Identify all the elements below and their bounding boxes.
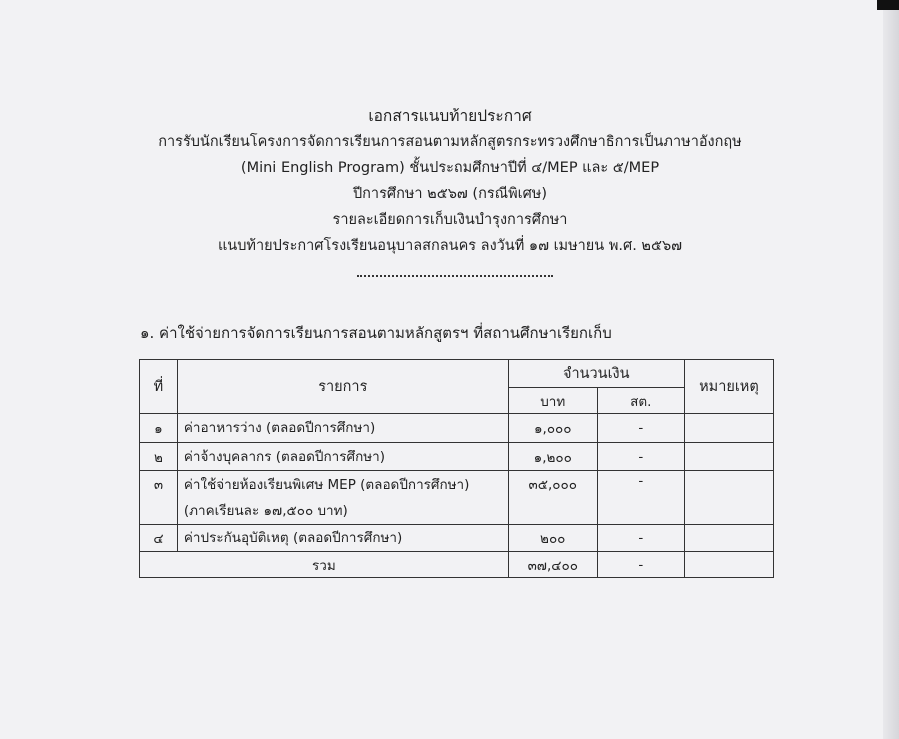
total-baht: ๓๗,๔๐๐ [508,552,597,578]
header-item: รายการ [177,360,508,414]
row-item [177,525,508,552]
row-no: ๓ [140,471,178,525]
row-note [684,525,773,552]
total-note [684,552,773,578]
row-no: ๒ [140,443,178,471]
header-line-fee-detail: รายละเอียดการเก็บเงินบำรุงการศึกษา [332,212,568,228]
row-satang: - [597,471,684,525]
row-baht: ๑,๐๐๐ [508,414,597,443]
table-row [140,525,774,552]
header-no: ที่ [140,360,178,414]
row-item-subtext: (ภาคเรียนละ ๑๗,๕๐๐ บาท) [183,502,348,519]
total-label: รวม [140,552,509,578]
header-amount: จำนวนเงิน [508,360,684,388]
header-line-academic-year: ปีการศึกษา ๒๕๖๗ (กรณีพิเศษ) [352,186,548,202]
dotted-divider [357,275,553,277]
row-item-text: ค่าจ้างบุคลากร (ตลอดปีการศึกษา) [183,448,385,465]
section-title: ๑. ค่าใช้จ่ายการจัดการเรียนการสอนตามหลักสูตรฯ ที่สถานศึกษาเรียกเก็บ [140,324,612,342]
table-row [140,471,774,525]
header-line-title: เอกสารแนบท้ายประกาศ [368,107,532,125]
fee-table [139,359,774,578]
header-note: หมายเหตุ [684,360,773,414]
row-item-text: ค่าประกันอุบัติเหตุ (ตลอดปีการศึกษา) [183,530,403,546]
header-line-program: การรับนักเรียนโครงการจัดการเรียนการสอนตามหลักสูตรกระทรวงศึกษาธิการเป็นภาษาอังกฤษ [158,134,742,150]
row-satang: - [597,414,684,443]
row-baht: ๓๕,๐๐๐ [508,471,597,525]
header-line-mep: (Mini English Program) ชั้นประถมศึกษาปีที่ ๔/MEP และ ๕/MEP [240,160,660,176]
row-item-text: ค่าอาหารว่าง (ตลอดปีการศึกษา) [183,420,376,436]
scan-corner-mark [877,0,899,10]
document-header [120,103,780,259]
header-baht: บาท [508,388,597,414]
row-item-text: ค่าใช้จ่ายห้องเรียนพิเศษ MEP (ตลอดปีการศึกษา) [183,476,470,493]
row-baht: ๒๐๐ [508,525,597,552]
table-row [140,414,774,443]
row-item [177,414,508,443]
row-item [177,471,508,525]
header-satang: สต. [597,388,684,414]
table-row [140,443,774,471]
row-no: ๑ [140,414,178,443]
row-item [177,443,508,471]
row-satang: - [597,525,684,552]
row-note [684,414,773,443]
table-header-row [140,360,774,388]
row-baht: ๑,๒๐๐ [508,443,597,471]
total-satang: - [597,552,684,578]
header-line-announcement-date: แนบท้ายประกาศโรงเรียนอนุบาลสกลนคร ลงวันที่ ๑๗ เมษายน พ.ศ. ๒๕๖๗ [217,238,683,254]
table-total-row [140,552,774,578]
row-no: ๔ [140,525,178,552]
row-note [684,443,773,471]
row-note [684,471,773,525]
row-satang: - [597,443,684,471]
page-edge-shadow [883,0,899,739]
